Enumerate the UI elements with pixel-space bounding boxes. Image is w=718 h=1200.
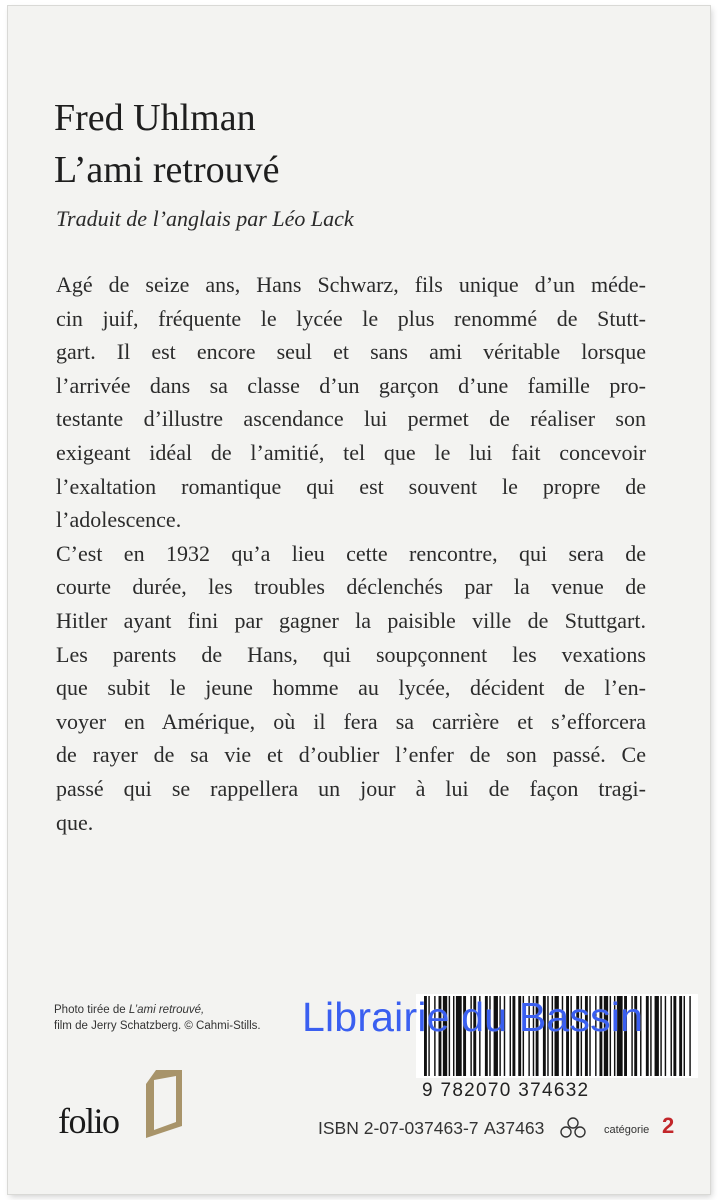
blurb-line: gart. Il est encore seul et sans ami véritable lorsque bbox=[56, 339, 646, 365]
blurb-line: l’adolescence. bbox=[56, 507, 182, 533]
barcode-bar bbox=[679, 996, 682, 1076]
barcode-bar bbox=[689, 996, 690, 1076]
photo-credit-line-2: film de Jerry Schatzberg. © Cahmi-Stills. bbox=[54, 1020, 261, 1032]
photo-credit bbox=[54, 1002, 261, 1034]
blurb-line: passé qui se rappellera un jour à lui de façon tragi- bbox=[56, 775, 646, 801]
photo-credit-line-1 bbox=[54, 1002, 261, 1018]
blurb-line: C’est en 1932 qu’a lieu cette rencontre, qui sera de bbox=[56, 540, 646, 566]
barcode-bar bbox=[684, 996, 685, 1076]
book-title: L’ami retrouvé bbox=[54, 149, 280, 191]
folio-logo-text: folio bbox=[58, 1101, 119, 1141]
translator-credit: Traduit de l’anglais par Léo Lack bbox=[56, 206, 354, 231]
blurb-text bbox=[56, 268, 646, 839]
blurb-line: cin juif, fréquente le lycée le plus renommé de Stutt- bbox=[56, 305, 646, 331]
folio-mark-icon bbox=[142, 1066, 186, 1142]
photo-credit-film: L’ami retrouvé, bbox=[128, 1004, 205, 1016]
barcode-bar bbox=[665, 996, 666, 1076]
blurb-line: l’arrivée dans sa classe d’un garçon d’une famille pro- bbox=[56, 372, 646, 398]
barcode-digits: 9 782070 374632 bbox=[422, 1080, 590, 1101]
blurb-line: que. bbox=[56, 809, 94, 835]
barcode-bar bbox=[671, 996, 672, 1076]
blurb-line: voyer en Amérique, où il fera sa carrière et s’efforcera bbox=[56, 708, 646, 734]
barcode-bar bbox=[650, 996, 651, 1076]
blurb-line: Les parents de Hans, qui soupçonnent les vexations bbox=[56, 641, 646, 667]
category-label: catégorie bbox=[604, 1124, 650, 1136]
blurb-line: testante d’illustre ascendance lui permet de réaliser son bbox=[56, 406, 646, 432]
category-value: 2 bbox=[662, 1113, 675, 1138]
photo-credit-prefix: Photo tirée de bbox=[54, 1004, 129, 1016]
barcode-bar bbox=[660, 996, 661, 1076]
barcode-bar bbox=[646, 996, 649, 1076]
blurb-line: exigeant idéal de l’amitié, tel que le lui fait concevoir bbox=[56, 439, 646, 465]
blurb-line: courte durée, les troubles déclenchés par la venue de bbox=[56, 574, 646, 600]
blurb-line: Agé de seize ans, Hans Schwarz, fils unique d’un méde- bbox=[56, 272, 646, 297]
blurb-line: l’exaltation romantique qui est souvent le propre de bbox=[56, 473, 646, 499]
blurb-line: que subit le jeune homme au lycée, décident de l’en- bbox=[56, 675, 646, 701]
barcode-bar bbox=[655, 996, 659, 1076]
blurb-line: de rayer de sa vie et d’oublier l’enfer de son passé. Ce bbox=[56, 742, 646, 768]
catalog-code: A37463 bbox=[484, 1118, 545, 1138]
isbn: ISBN 2-07-037463-7 bbox=[318, 1118, 479, 1138]
barcode-bar bbox=[673, 996, 676, 1076]
author-name: Fred Uhlman bbox=[54, 97, 256, 139]
blurb-line: Hitler ayant fini par gagner la paisible ville de Stuttgart. bbox=[56, 607, 646, 633]
folio-logo bbox=[54, 1062, 194, 1146]
gallimard-logo-icon bbox=[558, 1116, 588, 1140]
bookseller-watermark: Librairie du Bassin bbox=[302, 994, 644, 1040]
